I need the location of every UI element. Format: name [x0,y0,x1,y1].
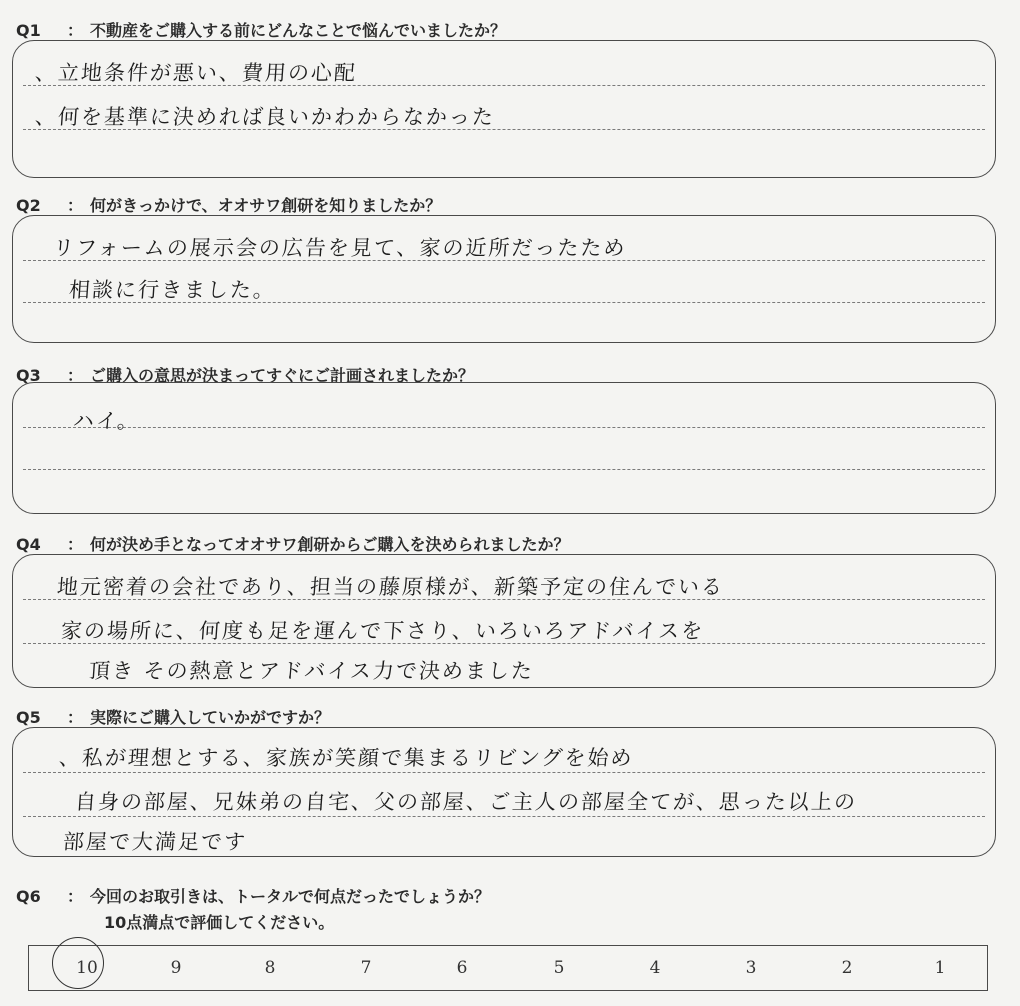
question-number: Q6 [16,887,41,906]
score-option-3[interactable]: 3 [745,958,757,978]
answer-box-q4 [12,554,996,688]
question-text: 何が決め手となってオオサワ創研からご購入を決められましたか？ [90,535,570,554]
question-separator: ： [66,366,83,385]
question-number: Q5 [16,708,41,727]
handwritten-answer-line: 、私が理想とする、家族が笑顔で集まるリビングを始め [58,746,635,770]
question-text: 実際にご購入していかがですか？ [90,708,331,727]
score-option-7[interactable]: 7 [360,958,372,978]
answer-box-q3 [12,382,996,514]
handwritten-answer-line: ハイ。 [72,409,141,433]
handwritten-answer-line: 部屋で大満足です [62,830,248,854]
handwritten-answer-line: 家の場所に、何度も足を運んで下さり、いろいろアドバイスを [60,619,706,643]
question-number: Q3 [16,366,41,385]
score-option-1[interactable]: 1 [934,958,946,978]
question-text: 不動産をご購入する前にどんなことで悩んでいましたか？ [90,21,507,40]
selected-score-circle [52,937,104,989]
score-option-5[interactable]: 5 [553,958,565,978]
answer-line [23,772,985,773]
question-subtext: 10点満点で評価してください。 [104,913,335,932]
answer-line [23,427,985,428]
question-label-q2 [16,193,441,216]
score-option-10[interactable]: 10 [76,958,98,978]
handwritten-answer-line: 、何を基準に決めれば良いかわからなかった [34,105,496,129]
handwritten-answer-line: リフォームの展示会の広告を見て、家の近所だったため [52,236,628,260]
question-separator: ： [66,708,83,727]
answer-box-q1 [12,40,996,178]
handwritten-answer-line: 頂き その熱意とアドバイス力で決めました [88,659,535,683]
handwritten-answer-line: 地元密着の会社であり、担当の藤原様が、新築予定の住んでいる [56,575,725,599]
question-label-q5 [16,705,330,728]
score-option-2[interactable]: 2 [841,958,853,978]
handwritten-answer-line: 相談に行きました。 [68,278,277,302]
question-number: Q2 [16,196,41,215]
score-scale [28,945,988,991]
question-text: 何がきっかけで、オオサワ創研を知りましたか？ [90,196,442,215]
question-number: Q4 [16,535,41,554]
question-label-q6 [16,884,490,907]
question-separator: ： [66,887,83,906]
question-separator: ： [66,21,83,40]
score-option-4[interactable]: 4 [649,958,661,978]
handwritten-answer-line: 自身の部屋、兄妹弟の自宅、父の部屋、ご主人の部屋全てが、思った以上の [74,790,858,814]
answer-box-q2 [12,215,996,343]
score-option-6[interactable]: 6 [456,958,468,978]
answer-line [23,816,985,817]
question-label-q1 [16,18,506,41]
handwritten-answer-line: 、立地条件が悪い、費用の心配 [34,61,358,85]
question-number: Q1 [16,21,41,40]
score-option-9[interactable]: 9 [170,958,182,978]
question-separator: ： [66,196,83,215]
question-text: ご購入の意思が決まってすぐにご計画されましたか？ [90,366,475,385]
question-text: 今回のお取引きは、トータルで何点だったでしょうか？ [90,887,491,906]
answer-line [23,469,985,470]
answer-box-q5 [12,727,996,857]
question-separator: ： [66,535,83,554]
score-option-8[interactable]: 8 [264,958,276,978]
question-label-q4 [16,532,570,555]
